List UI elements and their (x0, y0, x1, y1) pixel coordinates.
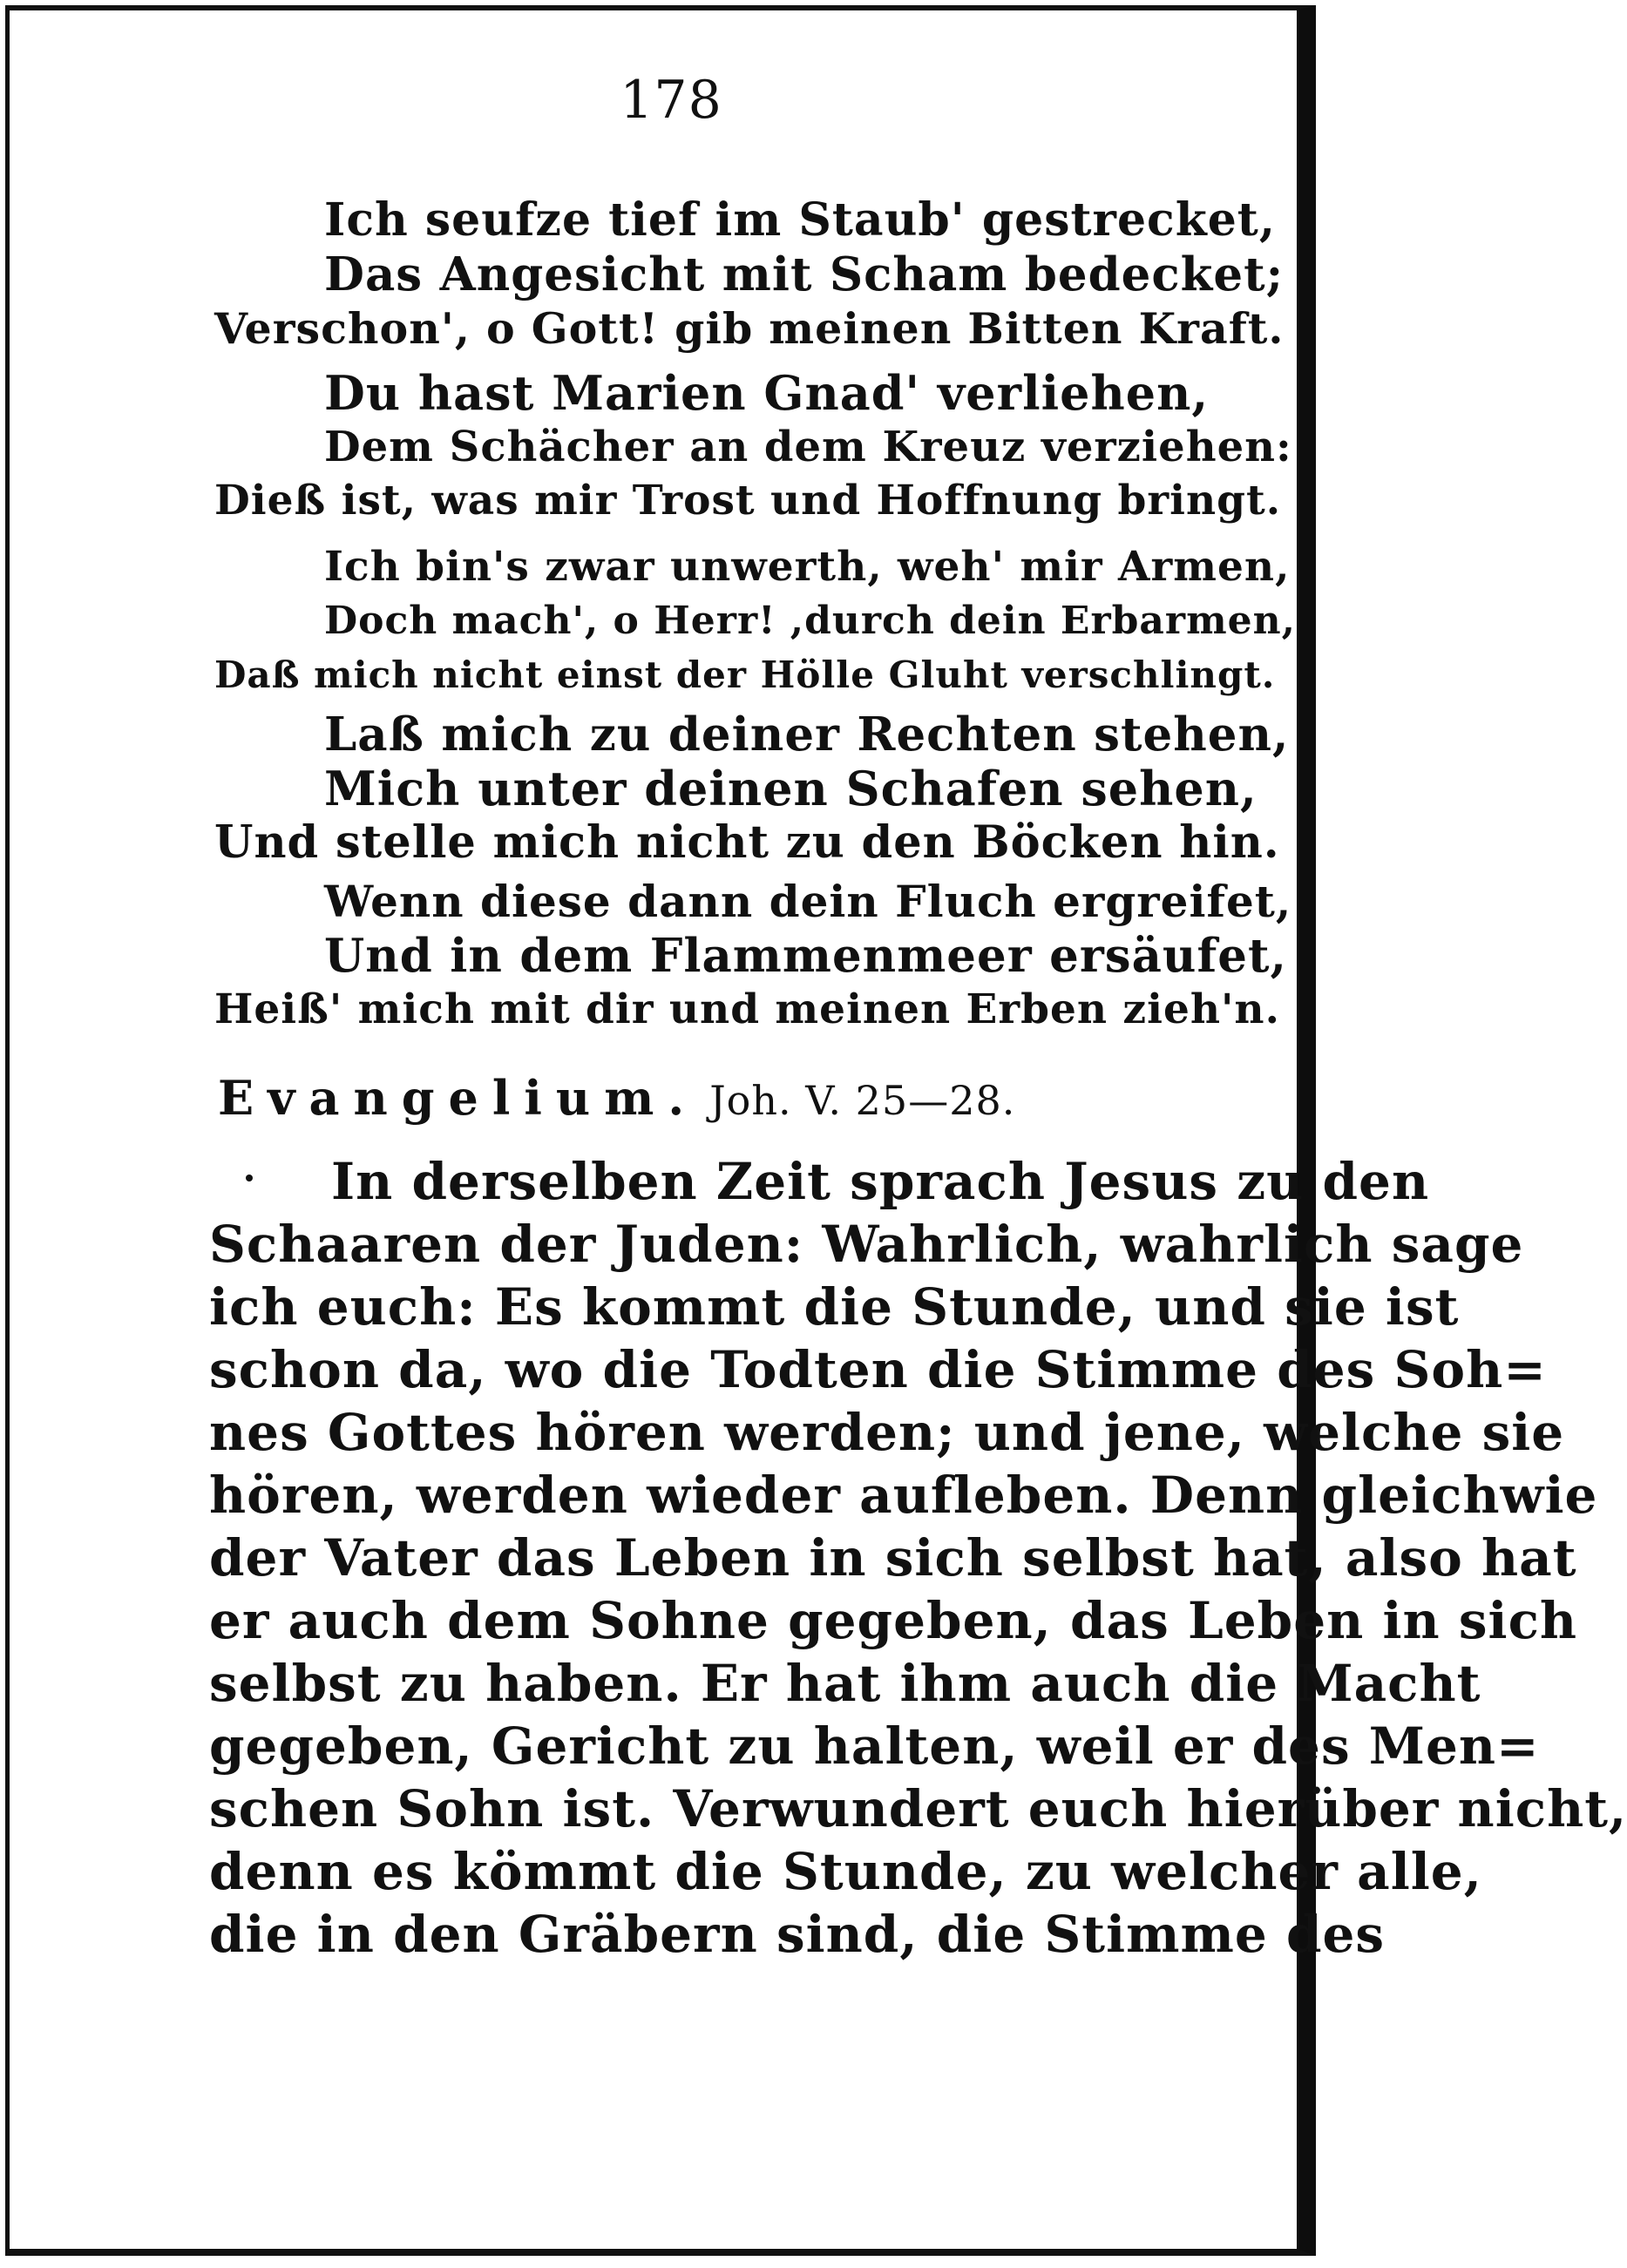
gospel-reference: Joh. V. 25—28. (709, 1077, 1016, 1124)
gospel-line: In derselben Zeit sprach Jesus zu den (331, 1152, 1430, 1211)
verse-line: Das Angesicht mit Scham bedecket; (324, 247, 1285, 301)
verse-line: Dieß ist, was mir Trost und Hoffnung bringt. (214, 477, 1282, 525)
gospel-line: der Vater das Leben in sich selbst hat, also hat (209, 1528, 1577, 1588)
gospel-heading (218, 1070, 1015, 1126)
verse-line: Ich bin's zwar unwerth, weh' mir Armen, (324, 543, 1291, 591)
verse-line: Ich seufze tief im Staub' gestrecket, (324, 193, 1276, 247)
verse-line: Daß mich nicht einst der Hölle Gluht verschlingt. (214, 653, 1276, 696)
verse-line: Verschon', o Gott! gib meinen Bitten Kraft. (214, 303, 1285, 354)
gospel-line: hören, werden wieder aufleben. Denn gleichwie (209, 1466, 1598, 1525)
gospel-line: nes Gottes hören werden; und jene, welche sie (209, 1403, 1565, 1462)
page-number: 178 (620, 70, 722, 131)
verse-line: Heiß' mich mit dir und meinen Erben zieh'n. (214, 985, 1280, 1033)
gospel-line: er auch dem Sohne gegeben, das Leben in sich (209, 1591, 1578, 1650)
verse-line: Laß mich zu deiner Rechten stehen, (324, 707, 1290, 762)
gospel-body (209, 1150, 1627, 1966)
gospel-line: gegeben, Gericht zu halten, weil er des Men= (209, 1716, 1540, 1776)
verse-line: Und stelle mich nicht zu den Böcken hin. (214, 816, 1280, 869)
gospel-line: selbst zu haben. Er hat ihm auch die Macht (209, 1654, 1481, 1713)
gospel-line: denn es kömmt die Stunde, zu welcher alle, (209, 1842, 1482, 1901)
verse-line: Und in dem Flammenmeer ersäufet, (324, 929, 1287, 983)
verse-line: Dem Schächer an dem Kreuz verziehen: (324, 423, 1292, 471)
gospel-line: die in den Gräbern sind, die Stimme des (209, 1905, 1386, 1964)
gospel-line: schon da, wo die Todten die Stimme des Soh= (209, 1340, 1547, 1399)
verse-line: Wenn diese dann dein Fluch ergreifet, (324, 876, 1292, 927)
verse-line: Mich unter deinen Schafen sehen, (324, 761, 1258, 816)
gospel-line: ich euch: Es kommt die Stunde, und sie ist (209, 1277, 1460, 1337)
gospel-title: Evangelium. (218, 1070, 699, 1126)
gospel-line: Schaaren der Juden: Wahrlich, wahrlich sage (209, 1215, 1524, 1274)
verse-line: Doch mach', o Herr! ,durch dein Erbarmen, (324, 599, 1296, 643)
gospel-line: schen Sohn ist. Verwundert euch hierüber nicht, (209, 1779, 1627, 1838)
verse-line: Du hast Marien Gnad' verliehen, (324, 365, 1210, 421)
